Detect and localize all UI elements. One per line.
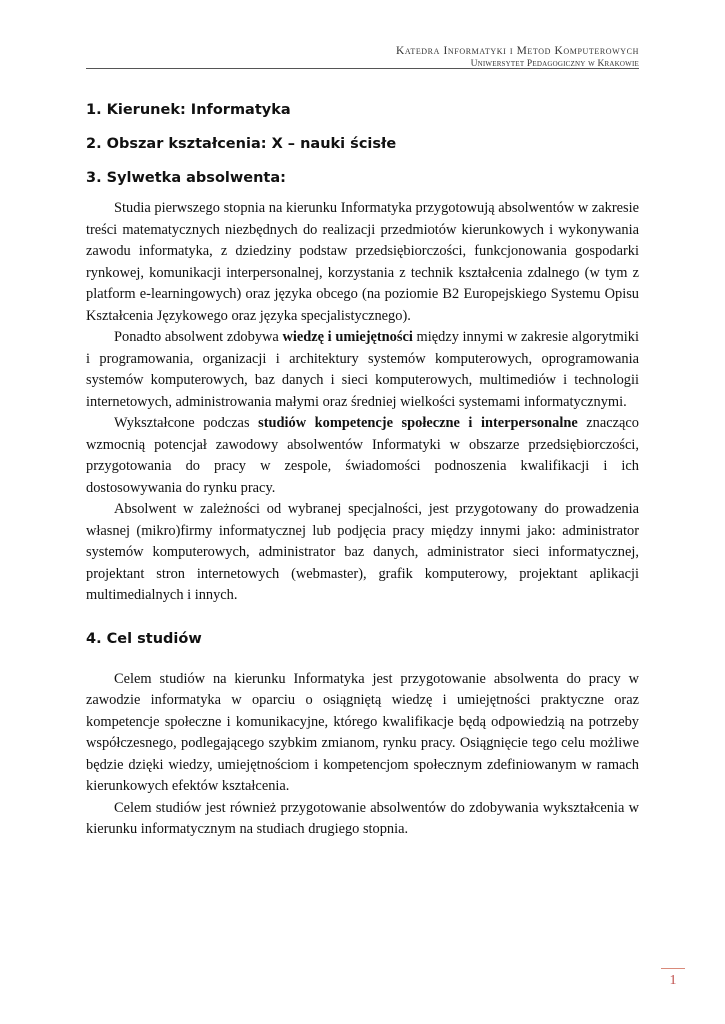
bold-kompetencje: studiów kompetencje społeczne i interpersonalne — [258, 415, 578, 431]
header-divider — [86, 68, 639, 69]
paragraph-cel-2: Celem studiów jest również przygotowanie absolwentów do zdobywania wykształcenia w kierunku informatycznym na studiach drugiego stopnia. — [86, 799, 639, 837]
paragraph-sylwetka-1: Studia pierwszego stopnia na kierunku Informatyka przygotowują absolwentów w zakresie treści matematycznych niezbędnych do realizacji przedmiotów kierunkowych i wykonywania zawodu informatyka, z dziedziny podstaw przedsiębiorczości, funkcjonowania gospodarki rynkowej, komunikacji interpersonalnej, korzystania z technik kształcenia zdalnego (w tym z platform e-learningowych) oraz języka obcego (na poziomie B2 Europejskiego Systemu Opisu Kształcenia Językowego oraz języka specjalistycznego). — [86, 200, 639, 324]
document-body — [86, 98, 639, 841]
section-heading-sylwetka: 3. Sylwetka absolwenta: — [86, 170, 286, 186]
paragraph-sylwetka-3: Wykształcone podczas studiów kompetencje społeczne i interpersonalne znacząco wzmocnią potencjał zawodowy absolwentów Informatyki w obszarze przedsiębiorczości, przygotowania do pracy w zespole, świadomości podnoszenia kwalifikacji i ich dostosowywania do rynku pracy. — [86, 415, 640, 496]
bold-wiedza: wiedzę i umiejętności — [282, 329, 413, 345]
paragraph-sylwetka-4: Absolwent w zależności od wybranej specjalności, jest przygotowany do prowadzenia własnej (mikro)firmy informatycznej lub podjęcia pracy między innymi jako: administrator systemów komputerowych, administrator baz danych, administrator sieci informatycznej, projektant stron internetowych (webmaster), grafik komputerowy, projektant aplikacji multimedialnych i innych. — [86, 501, 639, 603]
header-department: Katedra Informatyki i Metod Komputerowych — [395, 45, 639, 57]
paragraph-cel-1: Celem studiów na kierunku Informatyka jest przygotowanie absolwenta do pracy w zawodzie informatyka w oparciu o osiągniętą wiedzę i umiejętności praktyczne oraz kompetencje społeczne i komunikacyjne, którego kwalifikacje będą odpowiedzią na potrzeby współczesnego, podlegającego szybkim zmianom, rynku pracy. Osiągnięcie tego celu możliwe będzie dzięki wiedzy, umiejętnościom i kompetencjom społecznym zdefiniowanym w ramach kierunkowych efektów kształcenia. — [86, 670, 639, 794]
page-header — [396, 44, 639, 70]
header-university: Uniwersytet Pedagogiczny w Krakowie — [470, 59, 639, 69]
section-heading-kierunek: 1. Kierunek: Informatyka — [86, 102, 291, 118]
paragraph-sylwetka-2: Ponadto absolwent zdobywa wiedzę i umiejętności między innymi w zakresie algorytmiki i programowania, organizacji i architektury systemów komputerowych, oprogramowania systemów komputerowych, baz danych i sieci komputerowych, multimediów i technologii internetowych, administrowania małymi oraz średniej wielkości systemami informatycznymi. — [86, 329, 639, 410]
section-heading-cel: 4. Cel studiów — [86, 630, 202, 647]
page-number: 1 — [661, 968, 685, 989]
section-heading-obszar: 2. Obszar kształcenia: X – nauki ścisłe — [86, 136, 397, 152]
